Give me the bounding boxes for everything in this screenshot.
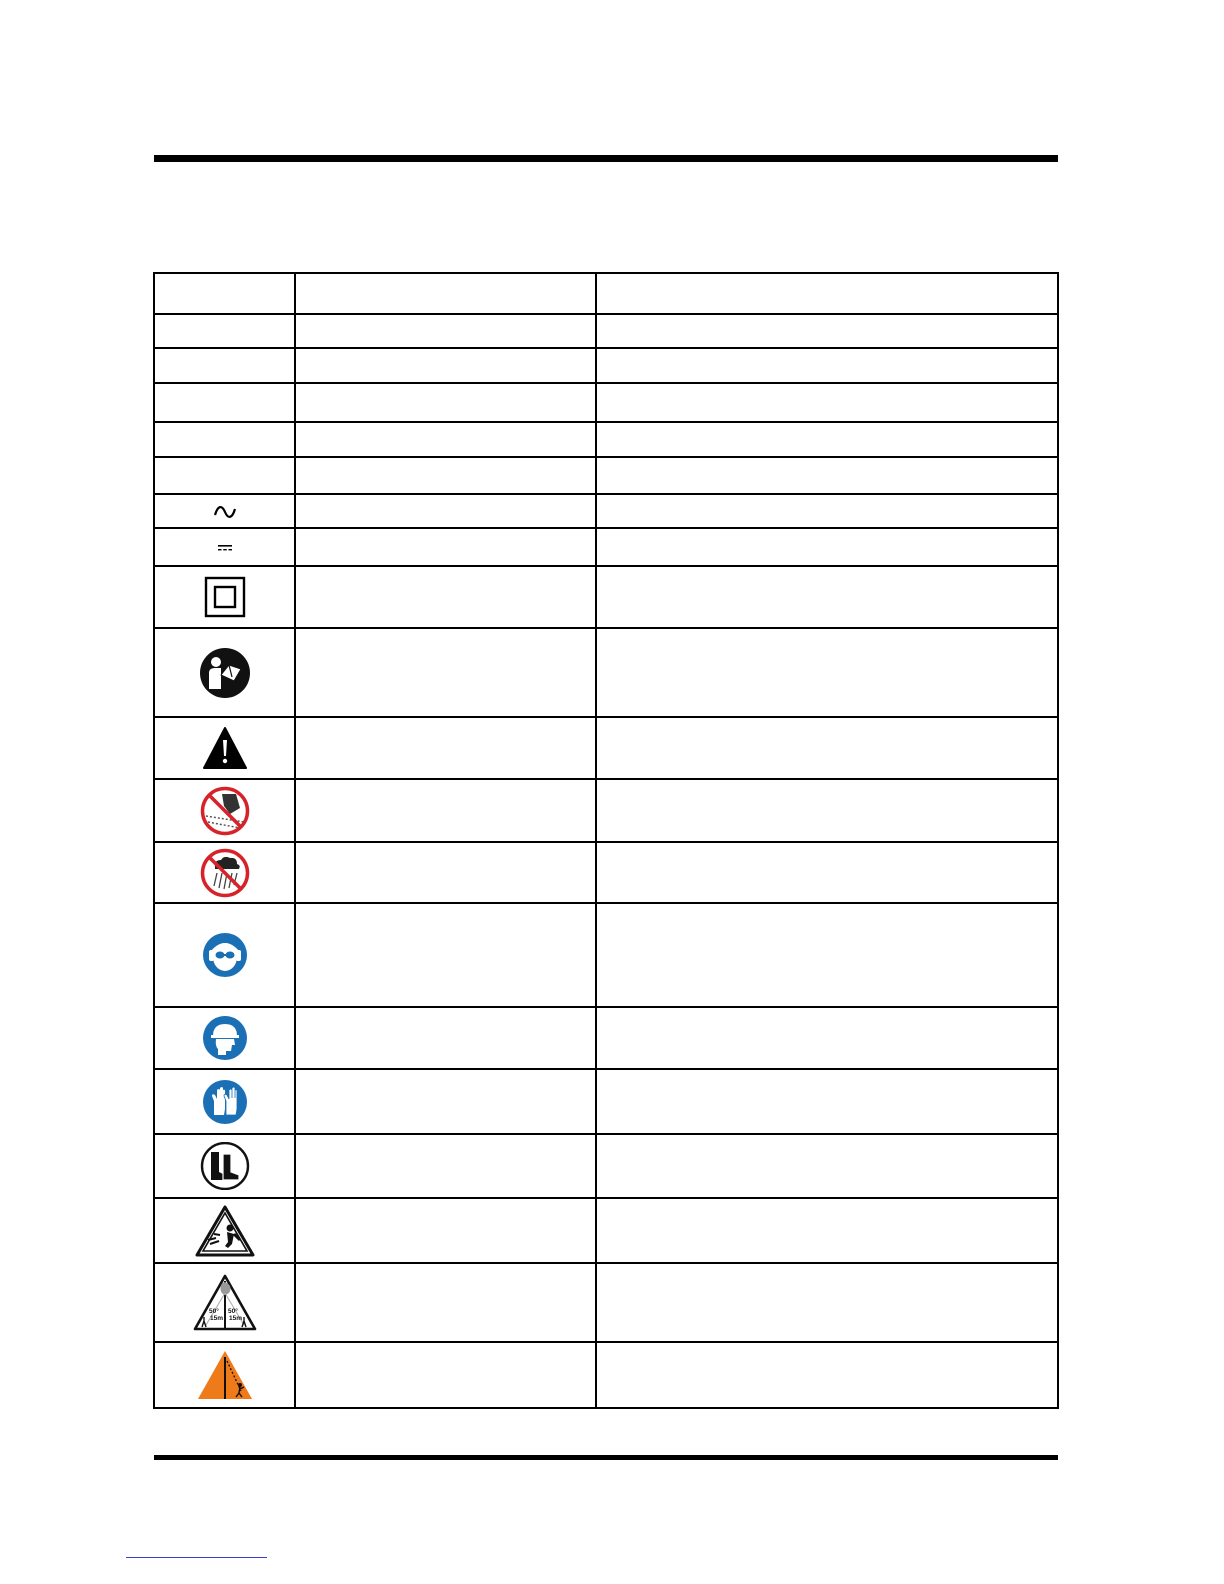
no-rain-icon bbox=[200, 848, 250, 898]
description-cell bbox=[596, 383, 1058, 422]
no-hand-contact-icon bbox=[200, 786, 250, 836]
name-cell bbox=[295, 566, 596, 628]
safety-boots-icon bbox=[199, 1142, 251, 1190]
table-header-row bbox=[154, 273, 1058, 314]
falling-angle-right-label: 50° bbox=[227, 1307, 238, 1315]
name-cell bbox=[295, 1263, 596, 1342]
table-row bbox=[154, 1263, 1058, 1342]
symbol-cell bbox=[154, 314, 295, 348]
read-manual-icon bbox=[199, 647, 251, 699]
name-cell bbox=[295, 383, 596, 422]
description-cell bbox=[596, 779, 1058, 842]
double-insulation-icon bbox=[204, 576, 246, 618]
description-cell bbox=[596, 314, 1058, 348]
description-cell bbox=[596, 717, 1058, 779]
table-row bbox=[154, 494, 1058, 528]
description-cell bbox=[596, 842, 1058, 903]
name-cell bbox=[295, 628, 596, 717]
description-cell bbox=[596, 494, 1058, 528]
name-cell bbox=[295, 1069, 596, 1134]
table-row bbox=[154, 566, 1058, 628]
warning-triangle-icon bbox=[202, 726, 248, 770]
falling-distance-right-label: 15m bbox=[228, 1314, 242, 1322]
table-row bbox=[154, 383, 1058, 422]
eye-ear-protection-icon bbox=[202, 932, 248, 978]
description-cell bbox=[596, 1134, 1058, 1198]
symbol-cell bbox=[154, 1263, 295, 1342]
symbol-cell bbox=[154, 628, 295, 717]
thrown-objects-icon bbox=[194, 1204, 256, 1258]
header-rule bbox=[154, 155, 1058, 162]
table-row bbox=[154, 457, 1058, 494]
falling-distance-icon bbox=[192, 1273, 258, 1333]
symbol-cell bbox=[154, 383, 295, 422]
table-row bbox=[154, 422, 1058, 457]
footer-hyperlink-underline[interactable] bbox=[126, 1557, 267, 1558]
symbol-cell bbox=[154, 566, 295, 628]
table-row bbox=[154, 842, 1058, 903]
description-cell bbox=[596, 1342, 1058, 1408]
description-cell bbox=[596, 422, 1058, 457]
head-protection-icon bbox=[202, 1015, 248, 1061]
name-cell bbox=[295, 314, 596, 348]
symbol-cell bbox=[154, 1342, 295, 1408]
description-cell bbox=[596, 566, 1058, 628]
name-cell bbox=[295, 842, 596, 903]
symbol-cell bbox=[154, 348, 295, 383]
table-row bbox=[154, 348, 1058, 383]
table-row bbox=[154, 1134, 1058, 1198]
footer-rule bbox=[154, 1455, 1058, 1460]
name-cell bbox=[295, 1198, 596, 1263]
name-cell bbox=[295, 779, 596, 842]
symbol-cell bbox=[154, 1007, 295, 1069]
table-row bbox=[154, 1007, 1058, 1069]
falling-angle-left-label: 50° bbox=[208, 1307, 219, 1315]
header-cell-description bbox=[596, 273, 1058, 314]
table-row bbox=[154, 528, 1058, 566]
table-row bbox=[154, 717, 1058, 779]
symbol-cell bbox=[154, 494, 295, 528]
name-cell bbox=[295, 494, 596, 528]
description-cell bbox=[596, 348, 1058, 383]
name-cell bbox=[295, 1007, 596, 1069]
table-row bbox=[154, 779, 1058, 842]
alternating-current-icon bbox=[213, 504, 237, 520]
name-cell bbox=[295, 1134, 596, 1198]
symbol-cell bbox=[154, 422, 295, 457]
table-row bbox=[154, 1198, 1058, 1263]
gloves-icon bbox=[202, 1079, 248, 1125]
falling-distance-left-label: 15m bbox=[209, 1314, 223, 1322]
name-cell bbox=[295, 903, 596, 1007]
table-row bbox=[154, 314, 1058, 348]
symbol-cell bbox=[154, 1069, 295, 1134]
description-cell bbox=[596, 1007, 1058, 1069]
table-row bbox=[154, 1069, 1058, 1134]
symbol-cell bbox=[154, 842, 295, 903]
symbol-cell bbox=[154, 457, 295, 494]
description-cell bbox=[596, 903, 1058, 1007]
symbol-cell bbox=[154, 1198, 295, 1263]
name-cell bbox=[295, 348, 596, 383]
description-cell bbox=[596, 528, 1058, 566]
description-cell bbox=[596, 1198, 1058, 1263]
name-cell bbox=[295, 717, 596, 779]
description-cell bbox=[596, 1069, 1058, 1134]
name-cell bbox=[295, 528, 596, 566]
table-row bbox=[154, 1342, 1058, 1408]
symbol-cell bbox=[154, 1134, 295, 1198]
symbol-cell bbox=[154, 717, 295, 779]
falling-tree-icon bbox=[197, 1349, 253, 1401]
direct-current-icon bbox=[217, 544, 233, 552]
name-cell bbox=[295, 457, 596, 494]
header-cell-name bbox=[295, 273, 596, 314]
symbol-cell bbox=[154, 528, 295, 566]
name-cell bbox=[295, 422, 596, 457]
symbol-cell bbox=[154, 903, 295, 1007]
description-cell bbox=[596, 1263, 1058, 1342]
symbol-cell bbox=[154, 779, 295, 842]
symbols-table bbox=[153, 272, 1059, 1409]
table-row bbox=[154, 903, 1058, 1007]
description-cell bbox=[596, 628, 1058, 717]
header-cell-symbol bbox=[154, 273, 295, 314]
table-row bbox=[154, 628, 1058, 717]
name-cell bbox=[295, 1342, 596, 1408]
description-cell bbox=[596, 457, 1058, 494]
